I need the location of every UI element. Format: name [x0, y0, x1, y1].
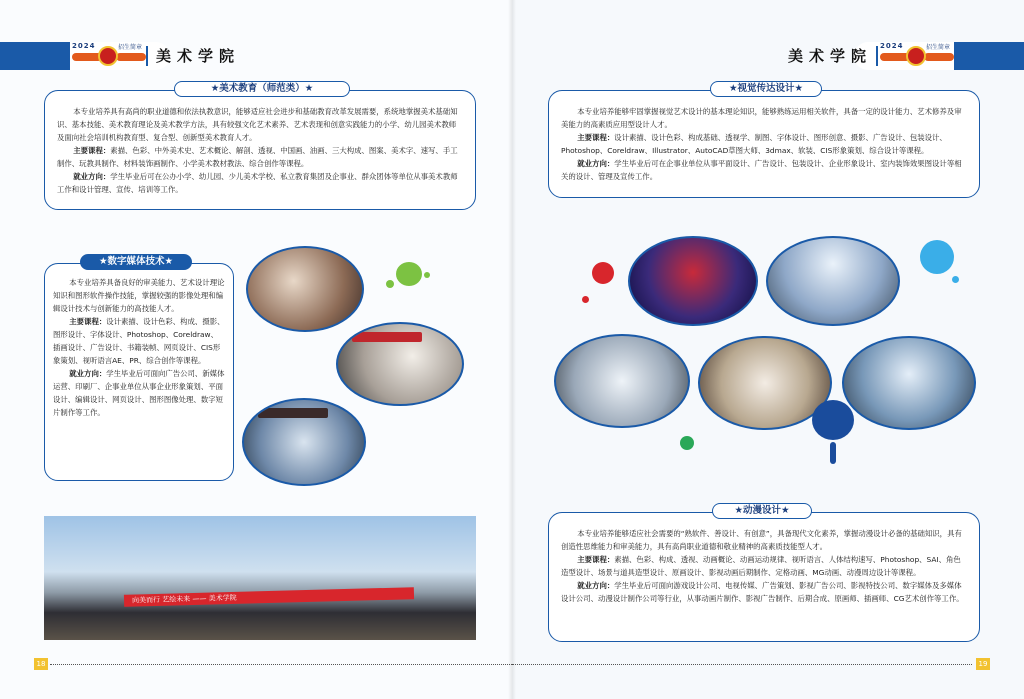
visual-design-section: [548, 90, 980, 198]
digital-media-section: [44, 263, 234, 481]
header-divider: [876, 46, 878, 66]
seal-icon: [98, 46, 118, 66]
paint-splash-icon: [592, 262, 614, 284]
college-title-right: 美术学院: [787, 47, 872, 65]
page-number-left: 18: [34, 658, 48, 670]
page-fold: [508, 0, 516, 699]
badge-wing-icon: [116, 53, 146, 61]
art-education-section: [44, 90, 476, 210]
animation-title: ★动漫设计★: [712, 503, 812, 519]
paint-splash-icon: [920, 240, 954, 274]
photo-drawing-tablets: [842, 336, 976, 430]
visual-design-jobs: 就业方向：学生毕业后可在企事业单位从事平面设计、广告设计、包装设计、企业形象设计、室内装饰效果图设计等相关的设计、管理及宣传工作。: [561, 159, 962, 181]
animation-jobs: 就业方向：学生毕业后可面向游戏设计公司、电视传媒、广告策划、影视广告公司、影视特技公司、数字媒体及多媒体设计公司、动漫设计制作公司等行业，从事动画片制作、影视广告制作、后期合成、原画师、插画师、CG艺术创作等工作。: [561, 581, 964, 603]
badge-text: 招生简章: [117, 44, 142, 51]
visual-design-title: ★视觉传达设计★: [710, 81, 822, 97]
group-photo-banner: 向美而行 艺绘未来 —— 美术学院: [124, 587, 414, 607]
seal-icon: [906, 46, 926, 66]
digital-media-title: ★数字媒体技术★: [80, 254, 192, 270]
paint-drip-icon: [830, 442, 836, 464]
photo-studio-visit: [336, 322, 464, 406]
group-photo: [44, 516, 476, 640]
art-education-jobs: 就业方向：学生毕业后可在公办小学、幼儿园、少儿美术学校、私立教育集团及企事业、群众团体等单位从事美术教师工作和设计管理、宣传、培训等工作。: [57, 172, 458, 194]
paint-splash-icon: [812, 400, 854, 440]
photo-stage-event: [628, 236, 758, 326]
art-education-title: ★美术教育（师范类）★: [174, 81, 350, 97]
page-number-right: 19: [976, 658, 990, 670]
photo-sign: [352, 332, 422, 342]
footer-dotted-line: [50, 664, 512, 665]
paint-drop-icon: [386, 280, 394, 288]
art-education-intro: 本专业培养具有高尚的职业道德和依法执教意识，能够适应社会进步和基础教育改革发展需要，系统地掌握美术基础知识、基本技能、美术教育理论及美术教学方法，具有较强文化艺术素养、艺术表现和创意实践能力的小学、幼儿园美术教师及面向社会培训机构教育型、复合型、创新型美术教育人才。: [57, 107, 458, 142]
photo-competition: [766, 236, 900, 326]
digital-media-courses: 主要课程：设计素描、设计色彩、构成、摄影、图形设计、字体设计、Photoshop、Coreldraw、插画设计、广告设计、书籍装帧、网页设计、CIS形象策划、视听语言AE、PR、综合创作等课程。: [53, 317, 225, 365]
right-page: [512, 0, 1024, 699]
paint-splash-icon: [396, 262, 422, 286]
paint-drop-icon: [582, 296, 589, 303]
badge-text: 招生简章: [925, 44, 950, 51]
paint-drop-icon: [952, 276, 959, 283]
photo-sign: [258, 408, 328, 418]
header-divider: [146, 46, 148, 66]
animation-intro: 本专业培养能够适应社会需要的“熟软件、善设计、有创意”，具备现代文化素养，掌握动漫设计必备的基础知识，具有创造性思维能力和审美能力，具有高尚职业道德和敬业精神的高素质技能型人才。: [561, 529, 962, 551]
badge-year: 2024: [880, 42, 904, 50]
digital-media-jobs: 就业方向：学生毕业后可面向广告公司、新媒体运营、印刷厂、企事业单位从事企业形象策划、平面设计、编辑设计、网页设计、图形图像处理、数字短片制作等工作。: [53, 369, 225, 417]
badge-wing-icon: [924, 53, 954, 61]
header-band-left: [0, 42, 70, 70]
digital-media-intro: 本专业培养具备良好的审美能力、艺术设计理论知识和图形软件操作技能，掌握较强的影像处理和编辑设计技术与创新能力的高技能人才。: [53, 278, 225, 313]
school-badge-right: [880, 40, 952, 72]
photo-computer-lab: [554, 334, 690, 428]
school-badge-left: [72, 40, 144, 72]
badge-year: 2024: [72, 42, 96, 50]
header-band-right: [954, 42, 1024, 70]
photo-workshop: [242, 398, 366, 486]
paint-splash-icon: [680, 436, 694, 450]
visual-design-courses: 主要课程：设计素描、设计色彩、构成基础、透视学、制图、字体设计、图形创意、摄影、广告设计、包装设计、Photoshop、Coreldraw、Illustrator、AutoCAD草图大师、3dmax、软装、CIS形象策划、综合设计等课程。: [561, 133, 947, 155]
college-title-left: 美术学院: [156, 47, 241, 65]
photo-papercut-class: [246, 246, 364, 332]
paint-drop-icon: [424, 272, 430, 278]
art-education-courses: 主要课程：素描、色彩、中外美术史、艺术概论、解剖、透视、中国画、油画、三大构成、图案、美术字、速写、手工制作、玩教具制作、材料装饰画制作、小学美术教材教法、综合创作等课程。: [57, 146, 458, 168]
footer-dotted-line: [512, 664, 972, 665]
visual-design-intro: 本专业培养能够牢固掌握视觉艺术设计的基本理论知识，能够熟练运用相关软件，具备一定的设计能力、艺术修养及审美能力的高素质应用型设计人才。: [561, 107, 962, 129]
animation-section: [548, 512, 980, 642]
animation-courses: 主要课程：素描、色彩、构成、透视、动画概论、动画运动规律、视听语言、人体结构速写、Photoshop、SAI、角色造型设计、场景与道具造型设计、原画设计、影视动画后期制作、定格动画、MG动画、动漫周边设计等课程。: [561, 555, 961, 577]
